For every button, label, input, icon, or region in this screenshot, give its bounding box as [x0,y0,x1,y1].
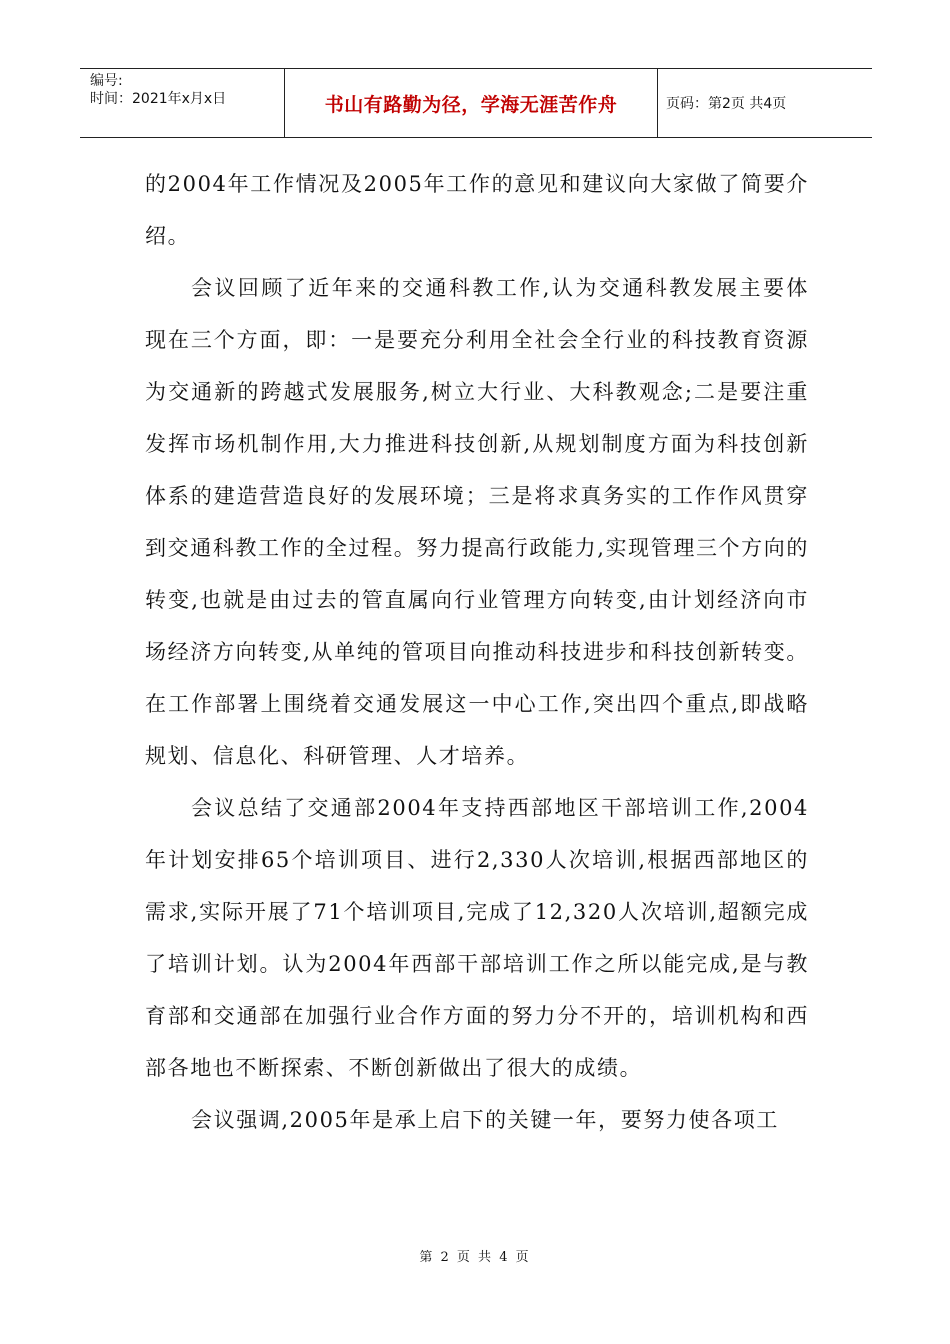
paragraph-continuation: 的2004年工作情况及2005年工作的意见和建议向大家做了简要介绍。 [145,172,809,248]
header-meta [80,69,284,137]
header-motto-cell [284,69,658,137]
paragraph-review: 会议回顾了近年来的交通科教工作,认为交通科教发展主要体现在三个方面，即：一是要充分利用全社会全行业的科技教育资源为交通新的跨越式发展服务,树立大行业、大科教观念;二是要注重发挥市场机制作用,大力推进科技创新,从规划制度方面为科技创新体系的建造营造良好的发展环境；三是将求真务实的工作作风贯穿到交通科教工作的全过程。努力提高行政能力,实现管理三个方向的转变,也就是由过去的管直属向行业管理方向转变,由计划经济向市场经济方向转变,从单纯的管项目向推动科技进步和科技创新转变。在工作部署上围绕着交通发展这一中心工作,突出四个重点,即战略规划、信息化、科研管理、人才培养。 [145,276,809,768]
header-motto: 书山有路勤为径，学海无涯苦作舟 [324,93,618,116]
paragraph-emphasis: 会议强调,2005年是承上启下的关键一年，要努力使各项工 [191,1108,779,1132]
paragraph-summary: 会议总结了交通部2004年支持西部地区干部培训工作,2004年计划安排65个培训项目、进行2,330人次培训,根据西部地区的需求,实际开展了71个培训项目,完成了12,320人次培训,超额完成了培训计划。认为2004年西部干部培训工作之所以能完成,是与教育部和交通部在加强行业合作方面的努力分不开的，培训机构和西部各地也不断探索、不断创新做出了很大的成绩。 [145,796,809,1080]
document-time-label: 时间：2021年x月x日 [90,91,227,107]
document-number-label: 编号: [90,73,123,89]
document-body [145,158,809,1146]
page-footer [0,1246,950,1265]
footer-page-number: 第 2 页 共 4 页 [419,1250,531,1265]
page-header [80,68,872,138]
header-page-label: 页码：第2页 共4页 [666,96,787,112]
header-page-cell [658,69,872,137]
